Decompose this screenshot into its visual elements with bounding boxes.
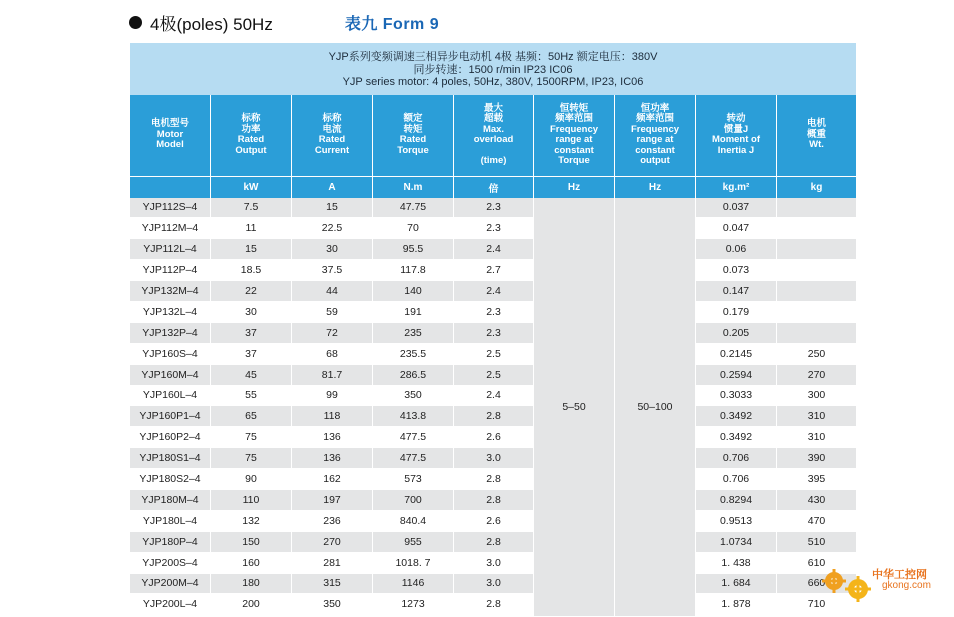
table-cell: YJP200L–4 — [130, 594, 211, 615]
table-cell: 0.037 — [696, 198, 777, 219]
watermark-title: 中华工控网 — [872, 569, 927, 581]
unit-cell-4: 倍 — [454, 177, 534, 198]
caption-line-3: YJP series motor: 4 poles, 50Hz, 380V, 1500RPM, IP23, IC06 — [342, 76, 644, 88]
table-row — [130, 427, 856, 448]
table-cell: 90 — [211, 469, 292, 490]
unit-cell-6: Hz — [615, 177, 696, 198]
table-cell: YJP112P–4 — [130, 260, 211, 281]
table-cell: YJP160P1–4 — [130, 406, 211, 427]
table-cell: 0.147 — [696, 281, 777, 302]
table-cell — [777, 198, 856, 219]
table-cell: 44 — [292, 281, 373, 302]
table-cell — [777, 239, 856, 260]
table-cell: 2.8 — [454, 469, 534, 490]
table-cell: 0.3033 — [696, 386, 777, 407]
table-cell: YJP112M–4 — [130, 218, 211, 239]
unit-cell-5: Hz — [534, 177, 615, 198]
unit-cell-2: A — [292, 177, 373, 198]
table-cell: 0.179 — [696, 302, 777, 323]
table-row — [130, 386, 856, 407]
table-cell: 510 — [777, 532, 856, 553]
table-cell: 0.2594 — [696, 365, 777, 386]
column-header-7: 转动 惯量J Moment of Inertia J — [696, 95, 777, 176]
unit-cell-1: kW — [211, 177, 292, 198]
table-cell: YJP200S–4 — [130, 553, 211, 574]
table-cell: 610 — [777, 553, 856, 574]
table-row — [130, 302, 856, 323]
table-cell: 22 — [211, 281, 292, 302]
table-row — [130, 198, 856, 219]
table-cell: 2.8 — [454, 406, 534, 427]
table-cell: 1. 684 — [696, 574, 777, 595]
caption-line-1: YJP系列变频调速三相异步电动机 4极 基频：50Hz 额定电压：380V — [328, 51, 658, 63]
table-cell: 99 — [292, 386, 373, 407]
table-row — [130, 365, 856, 386]
table-cell: 65 — [211, 406, 292, 427]
table-cell: 573 — [373, 469, 454, 490]
table-cell: 390 — [777, 448, 856, 469]
table-cell: 75 — [211, 448, 292, 469]
table-cell: 477.5 — [373, 448, 454, 469]
unit-row — [130, 176, 856, 198]
watermark-url: gkong.com — [882, 580, 931, 591]
table-cell: 0.047 — [696, 218, 777, 239]
table-caption — [130, 43, 856, 95]
heading-text: 4极(poles) 50Hz — [150, 14, 273, 34]
table-cell: 55 — [211, 386, 292, 407]
motor-spec-table — [130, 43, 856, 615]
table-cell: 3.0 — [454, 553, 534, 574]
table-cell: 1.0734 — [696, 532, 777, 553]
table-row — [130, 594, 856, 615]
column-header-3: 额定 转矩 Rated Torque — [373, 95, 454, 176]
table-cell: 1273 — [373, 594, 454, 615]
table-cell: 250 — [777, 344, 856, 365]
table-cell: 310 — [777, 406, 856, 427]
table-cell: 1018. 7 — [373, 553, 454, 574]
table-cell: 0.073 — [696, 260, 777, 281]
table-cell: 7.5 — [211, 198, 292, 219]
table-cell: 2.5 — [454, 365, 534, 386]
table-cell: 132 — [211, 511, 292, 532]
table-cell: 197 — [292, 490, 373, 511]
table-cell: YJP180S2–4 — [130, 469, 211, 490]
column-header-1: 标称 功率 Rated Output — [211, 95, 292, 176]
table-cell: 68 — [292, 344, 373, 365]
table-cell: 162 — [292, 469, 373, 490]
table-cell: 117.8 — [373, 260, 454, 281]
table-cell: 136 — [292, 427, 373, 448]
table-cell: 0.8294 — [696, 490, 777, 511]
table-cell: 0.706 — [696, 469, 777, 490]
table-cell: 0.3492 — [696, 427, 777, 448]
table-cell: YJP180M–4 — [130, 490, 211, 511]
table-cell: YJP180S1–4 — [130, 448, 211, 469]
table-cell: 37.5 — [292, 260, 373, 281]
table-cell: 315 — [292, 574, 373, 595]
column-header-4: 最大 超载 Max. overload (time) — [454, 95, 534, 176]
table-cell: 118 — [292, 406, 373, 427]
table-cell: 1. 878 — [696, 594, 777, 615]
table-cell: 22.5 — [292, 218, 373, 239]
table-row — [130, 344, 856, 365]
table-cell: 0.205 — [696, 323, 777, 344]
page-heading — [129, 9, 439, 35]
table-cell: 281 — [292, 553, 373, 574]
table-cell: YJP132P–4 — [130, 323, 211, 344]
table-row — [130, 239, 856, 260]
table-cell: 2.8 — [454, 490, 534, 511]
table-cell: 47.75 — [373, 198, 454, 219]
table-row — [130, 511, 856, 532]
table-cell: 200 — [211, 594, 292, 615]
table-cell: 18.5 — [211, 260, 292, 281]
table-cell: 2.3 — [454, 218, 534, 239]
table-cell: 2.3 — [454, 302, 534, 323]
table-cell: 235 — [373, 323, 454, 344]
output-range-cell: 50–100 — [615, 198, 696, 616]
table-cell: 45 — [211, 365, 292, 386]
table-cell: 1. 438 — [696, 553, 777, 574]
table-cell: 15 — [292, 198, 373, 219]
table-cell: YJP112S–4 — [130, 198, 211, 219]
table-cell: 395 — [777, 469, 856, 490]
table-row — [130, 532, 856, 553]
table-cell: 75 — [211, 427, 292, 448]
table-row — [130, 218, 856, 239]
table-cell: 286.5 — [373, 365, 454, 386]
table-cell: 15 — [211, 239, 292, 260]
unit-cell-8: kg — [810, 181, 823, 193]
table-cell: 30 — [292, 239, 373, 260]
table-cell: 840.4 — [373, 511, 454, 532]
table-cell: 180 — [211, 574, 292, 595]
table-cell: YJP132M–4 — [130, 281, 211, 302]
table-row — [130, 490, 856, 511]
table-cell: YJP160M–4 — [130, 365, 211, 386]
table-cell: YJP112L–4 — [130, 239, 211, 260]
table-cell: 2.3 — [454, 323, 534, 344]
table-cell: YJP180L–4 — [130, 511, 211, 532]
table-cell: 2.6 — [454, 427, 534, 448]
table-cell: YJP132L–4 — [130, 302, 211, 323]
table-cell: 350 — [373, 386, 454, 407]
table-cell: 0.706 — [696, 448, 777, 469]
table-cell: YJP160P2–4 — [130, 427, 211, 448]
table-cell: 710 — [777, 594, 856, 615]
unit-cell-3: N.m — [373, 177, 454, 198]
table-cell: 37 — [211, 344, 292, 365]
table-row — [130, 281, 856, 302]
column-header-8: 电机 概重 Wt. — [806, 118, 826, 151]
table-cell: 235.5 — [373, 344, 454, 365]
table-cell: 2.5 — [454, 344, 534, 365]
table-cell: 2.6 — [454, 511, 534, 532]
table-cell: 2.8 — [454, 532, 534, 553]
table-cell: 2.7 — [454, 260, 534, 281]
table-cell — [777, 218, 856, 239]
table-cell: 2.3 — [454, 198, 534, 219]
table-cell: 2.4 — [454, 281, 534, 302]
table-row — [130, 469, 856, 490]
column-header-6: 恒功率 频率范围 Frequency range at constant output — [615, 95, 696, 176]
torque-range-cell: 5–50 — [534, 198, 615, 616]
column-header-2: 标称 电流 Rated Current — [292, 95, 373, 176]
column-header-0: 电机型号 Motor Model — [130, 95, 211, 176]
table-cell: 136 — [292, 448, 373, 469]
table-cell: 0.3492 — [696, 406, 777, 427]
table-cell: 150 — [211, 532, 292, 553]
table-cell: 310 — [777, 427, 856, 448]
unit-cell-0 — [130, 177, 211, 198]
table-cell: YJP200M–4 — [130, 574, 211, 595]
table-cell: 477.5 — [373, 427, 454, 448]
table-cell: 72 — [292, 323, 373, 344]
table-cell: 2.8 — [454, 594, 534, 615]
table-cell: 700 — [373, 490, 454, 511]
table-cell: 350 — [292, 594, 373, 615]
table-row — [130, 260, 856, 281]
table-cell: 0.9513 — [696, 511, 777, 532]
form-title: 表九 Form 9 — [344, 15, 440, 33]
table-row — [130, 553, 856, 574]
table-body — [130, 198, 856, 616]
bullet-icon — [129, 16, 142, 29]
table-cell: 110 — [211, 490, 292, 511]
table-cell: 430 — [777, 490, 856, 511]
table-cell: 3.0 — [454, 448, 534, 469]
table-cell: 0.2145 — [696, 344, 777, 365]
table-cell: 0.06 — [696, 239, 777, 260]
table-cell — [777, 260, 856, 281]
table-row — [130, 448, 856, 469]
table-cell: 413.8 — [373, 406, 454, 427]
table-cell: 236 — [292, 511, 373, 532]
table-cell: YJP160L–4 — [130, 386, 211, 407]
table-cell: 81.7 — [292, 365, 373, 386]
unit-cell-7: kg.m² — [696, 177, 777, 198]
table-cell: YJP180P–4 — [130, 532, 211, 553]
table-cell: 270 — [777, 365, 856, 386]
column-headers — [130, 95, 856, 176]
table-cell: 1146 — [373, 574, 454, 595]
table-cell: 660 — [777, 574, 856, 595]
table-cell: 70 — [373, 218, 454, 239]
table-cell: 2.4 — [454, 386, 534, 407]
table-cell — [777, 281, 856, 302]
table-row — [130, 574, 856, 595]
table-cell: 270 — [292, 532, 373, 553]
table-cell — [777, 302, 856, 323]
table-cell: 191 — [373, 302, 454, 323]
table-cell — [777, 323, 856, 344]
table-cell: 300 — [777, 386, 856, 407]
table-cell: YJP160S–4 — [130, 344, 211, 365]
table-cell: 95.5 — [373, 239, 454, 260]
table-cell: 11 — [211, 218, 292, 239]
table-cell: 140 — [373, 281, 454, 302]
table-row — [130, 406, 856, 427]
table-cell: 3.0 — [454, 574, 534, 595]
table-row — [130, 323, 856, 344]
table-cell: 955 — [373, 532, 454, 553]
column-header-5: 恒转矩 频率范围 Frequency range at constant Torque — [534, 95, 615, 176]
table-cell: 470 — [777, 511, 856, 532]
table-cell: 160 — [211, 553, 292, 574]
caption-line-2: 同步转速：1500 r/min IP23 IC06 — [413, 63, 573, 76]
table-cell: 59 — [292, 302, 373, 323]
table-cell: 37 — [211, 323, 292, 344]
table-cell: 2.4 — [454, 239, 534, 260]
table-cell: 30 — [211, 302, 292, 323]
